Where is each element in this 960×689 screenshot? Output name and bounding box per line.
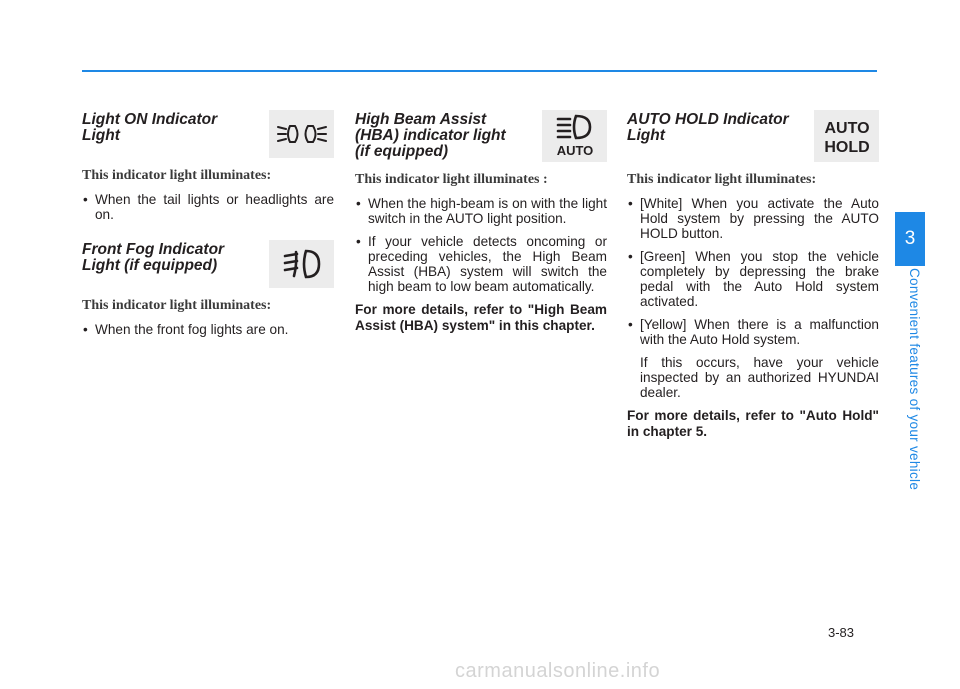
column-3 (627, 110, 879, 440)
chapter-title-vertical: Convenient features of your vehicle (907, 268, 922, 491)
list-item: • If your vehicle detects oncoming or preceding vehicles, the High Beam Assist (HBA) system will switch the high beam to low beam automatically. (355, 234, 607, 294)
section-title: Light ON Indicator Light (82, 111, 218, 144)
high-beam-auto-icon (542, 110, 607, 162)
page-number: 3-83 (828, 625, 855, 640)
header-rule (82, 70, 877, 72)
malfunction-note: If this occurs, have your vehicle inspected by an authorized HYUNDAI dealer. (640, 355, 879, 400)
section-front-fog-indicator (82, 240, 334, 337)
section-high-beam-assist (355, 110, 607, 334)
tail-light-icon (269, 110, 334, 158)
icon-auto-text: AUTO (823, 120, 870, 137)
lead-text: This indicator light illuminates: (82, 298, 272, 313)
icon-hold-text: HOLD (823, 139, 870, 156)
list-item: • When the tail lights or headlights are on. (82, 192, 334, 222)
lead-text: This indicator light illuminates: (627, 172, 817, 187)
lead-text: This indicator light illuminates: (82, 168, 272, 183)
section-title: High Beam Assist (HBA) indicator light (if equipped) (355, 111, 506, 160)
section-title: Front Fog Indicator Light (if equipped) (82, 241, 225, 274)
bullet-list (627, 196, 879, 347)
icon-auto-text: AUTO (556, 143, 593, 158)
section-title: AUTO HOLD Indicator Light (627, 111, 789, 144)
bullet-list (82, 192, 334, 222)
section-light-on-indicator (82, 110, 334, 222)
chapter-tab: 3 (895, 212, 925, 266)
watermark: carmanualsonline.info (455, 660, 661, 682)
list-item: • [White] When you activate the Auto Hold system by pressing the AUTO HOLD button. (627, 196, 879, 241)
front-fog-icon (269, 240, 334, 288)
column-2 (355, 110, 607, 334)
bullet-list (82, 322, 334, 337)
lead-text: This indicator light illuminates : (355, 172, 548, 187)
list-item: • [Green] When you stop the vehicle completely by depressing the brake pedal with the Auto Hold system activated. (627, 249, 879, 309)
reference-note: For more details, refer to "Auto Hold" in chapter 5. (627, 408, 879, 439)
bullet-list (355, 196, 607, 294)
reference-note: For more details, refer to "High Beam Assist (HBA) system" in this chapter. (355, 302, 607, 333)
list-item: • When the high-beam is on with the light switch in the AUTO light position. (355, 196, 607, 226)
column-1 (82, 110, 334, 345)
list-item: • [Yellow] When there is a malfunction with the Auto Hold system. (627, 317, 879, 347)
list-item: • When the front fog lights are on. (82, 322, 334, 337)
section-auto-hold-indicator (627, 110, 879, 440)
auto-hold-icon (814, 110, 879, 162)
